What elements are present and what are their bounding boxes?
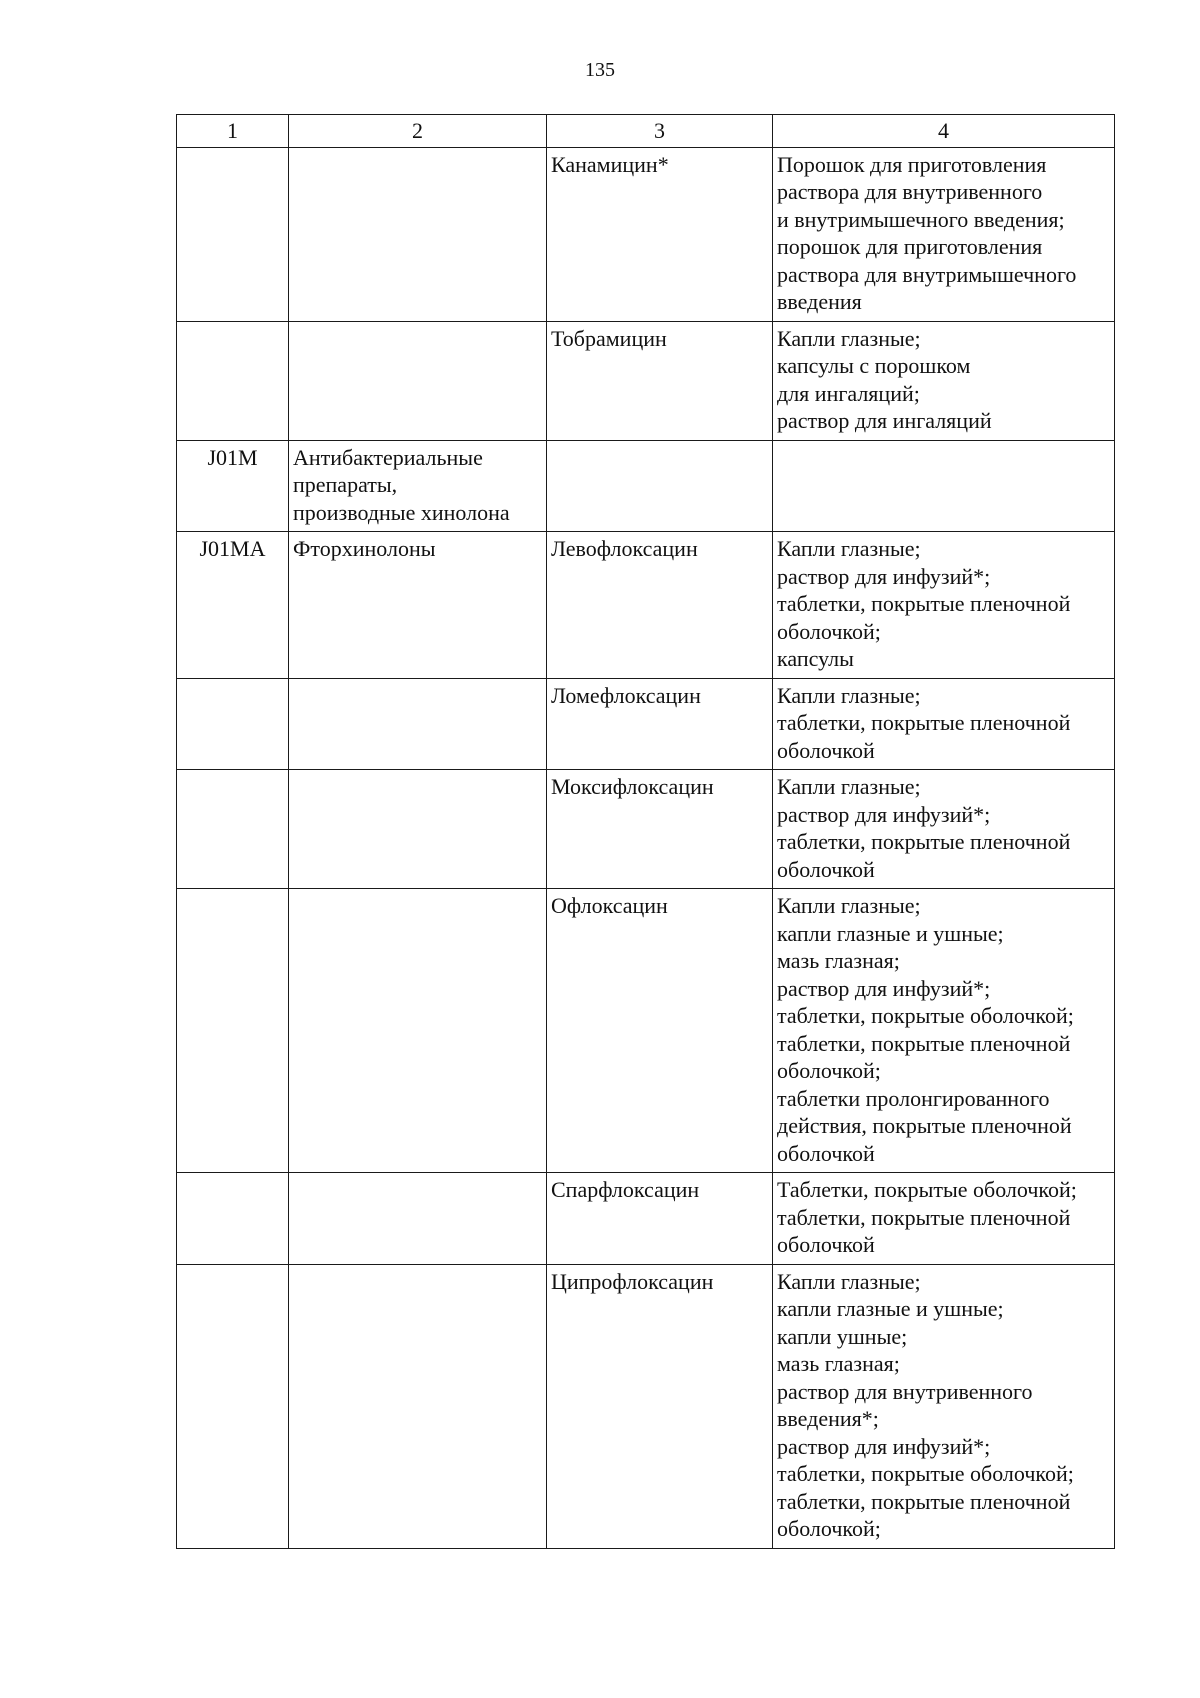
atc-code-cell — [177, 889, 289, 1173]
dosage-form-line: оболочкой; — [777, 1058, 881, 1083]
dosage-form-line: таблетки, покрытые оболочкой; — [777, 1461, 1074, 1486]
dosage-forms-cell — [773, 147, 1115, 321]
group-cell — [289, 532, 547, 679]
dosage-forms-cell — [773, 440, 1115, 532]
atc-code-cell — [177, 678, 289, 770]
drug-name-cell — [547, 440, 773, 532]
dosage-forms-cell — [773, 770, 1115, 889]
table-row — [177, 889, 1115, 1173]
group-cell — [289, 889, 547, 1173]
dosage-form-line: введения — [777, 289, 862, 314]
header-cell-4: 4 — [773, 115, 1115, 148]
dosage-form-line: Капли глазные; — [777, 1268, 921, 1294]
dosage-form-line: таблетки, покрытые оболочкой; — [777, 1003, 1074, 1028]
group-line: Антибактериальные — [293, 444, 483, 470]
drug-name-cell: Ломефлоксацин — [547, 678, 773, 770]
dosage-form-line: мазь глазная; — [777, 948, 900, 973]
atc-code-cell: J01M — [177, 440, 289, 532]
dosage-form-line: мазь глазная; — [777, 1351, 900, 1376]
group-cell — [289, 440, 547, 532]
drug-table — [176, 114, 1115, 1549]
group-line: Фторхинолоны — [293, 536, 436, 561]
group-cell — [289, 1173, 547, 1265]
dosage-form-line: капли глазные и ушные; — [777, 1296, 1004, 1321]
dosage-form-line: таблетки, покрытые пленочной — [777, 829, 1071, 854]
dosage-form-line: раствора для внутримышечного — [777, 261, 1077, 287]
drug-name-cell: Канамицин* — [547, 147, 773, 321]
drug-name-cell: Спарфлоксацин — [547, 1173, 773, 1265]
dosage-form-line: таблетки, покрытые пленочной — [777, 1030, 1071, 1056]
dosage-form-line: Капли глазные; — [777, 536, 921, 561]
dosage-forms-cell — [773, 678, 1115, 770]
atc-code-cell — [177, 1173, 289, 1265]
group-cell — [289, 321, 547, 440]
table-row — [177, 440, 1115, 532]
header-row — [177, 115, 1115, 148]
atc-code-cell: J01MA — [177, 532, 289, 679]
dosage-form-line: раствор для ингаляций — [777, 408, 992, 433]
table-row — [177, 147, 1115, 321]
drug-name-cell: Тобрамицин — [547, 321, 773, 440]
dosage-forms-cell — [773, 889, 1115, 1173]
dosage-form-line: капсулы с порошком — [777, 353, 971, 378]
drug-name-cell: Ципрофлоксацин — [547, 1264, 773, 1548]
dosage-form-line: оболочкой — [777, 1140, 875, 1166]
dosage-form-line: раствор для инфузий*; — [777, 801, 991, 827]
drug-name-cell: Офлоксацин — [547, 889, 773, 1173]
dosage-form-line: Капли глазные; — [777, 325, 921, 351]
dosage-form-line: оболочкой — [777, 1232, 875, 1257]
header-cell-3: 3 — [547, 115, 773, 148]
dosage-form-line: раствора для внутривенного — [777, 179, 1043, 204]
dosage-form-line: Капли глазные; — [777, 893, 921, 918]
dosage-form-line: раствор для инфузий*; — [777, 1433, 991, 1459]
group-cell — [289, 770, 547, 889]
dosage-forms-cell — [773, 321, 1115, 440]
dosage-forms-cell — [773, 1173, 1115, 1265]
atc-code-cell — [177, 770, 289, 889]
dosage-form-line: введения*; — [777, 1406, 879, 1431]
atc-code-cell — [177, 147, 289, 321]
dosage-form-line: оболочкой; — [777, 1516, 881, 1541]
header-cell-2: 2 — [289, 115, 547, 148]
group-cell — [289, 678, 547, 770]
dosage-form-line: таблетки, покрытые пленочной — [777, 1204, 1071, 1230]
dosage-form-line: для ингаляций; — [777, 380, 920, 406]
dosage-form-line: оболочкой — [777, 856, 875, 882]
dosage-form-line: таблетки, покрытые пленочной — [777, 1488, 1071, 1514]
dosage-form-line: раствор для инфузий*; — [777, 975, 991, 1001]
drug-name-cell: Левофлоксацин — [547, 532, 773, 679]
dosage-form-line: порошок для приготовления — [777, 234, 1043, 259]
atc-code-cell — [177, 1264, 289, 1548]
dosage-form-line: и внутримышечного введения; — [777, 206, 1065, 232]
table-row — [177, 770, 1115, 889]
dosage-form-line: таблетки пролонгированного — [777, 1085, 1050, 1111]
table-row — [177, 321, 1115, 440]
header-cell-1: 1 — [177, 115, 289, 148]
group-line: препараты, — [293, 472, 398, 497]
drug-name-cell: Моксифлоксацин — [547, 770, 773, 889]
dosage-forms-cell — [773, 532, 1115, 679]
page-number: 135 — [585, 59, 615, 81]
group-line: производные хинолона — [293, 499, 510, 525]
dosage-form-line: капсулы — [777, 646, 854, 671]
dosage-form-line: раствор для инфузий*; — [777, 563, 991, 589]
dosage-form-line: капли глазные и ушные; — [777, 920, 1004, 946]
group-cell — [289, 147, 547, 321]
dosage-form-line: Порошок для приготовления — [777, 151, 1047, 177]
dosage-form-line: капли ушные; — [777, 1323, 908, 1349]
dosage-form-line: действия, покрытые пленочной — [777, 1113, 1072, 1138]
table-row — [177, 1173, 1115, 1265]
dosage-form-line: Капли глазные; — [777, 774, 921, 799]
dosage-form-line: таблетки, покрытые пленочной — [777, 710, 1071, 735]
dosage-form-line: таблетки, покрытые пленочной — [777, 591, 1071, 616]
dosage-form-line: оболочкой — [777, 737, 875, 763]
dosage-form-line: Капли глазные; — [777, 682, 921, 708]
dosage-form-line: оболочкой; — [777, 618, 881, 644]
group-cell — [289, 1264, 547, 1548]
table-row — [177, 532, 1115, 679]
dosage-forms-cell — [773, 1264, 1115, 1548]
table-row — [177, 678, 1115, 770]
dosage-form-line: раствор для внутривенного — [777, 1378, 1033, 1404]
table-row — [177, 1264, 1115, 1548]
atc-code-cell — [177, 321, 289, 440]
table-body — [177, 147, 1115, 1548]
dosage-form-line: Таблетки, покрытые оболочкой; — [777, 1177, 1077, 1202]
